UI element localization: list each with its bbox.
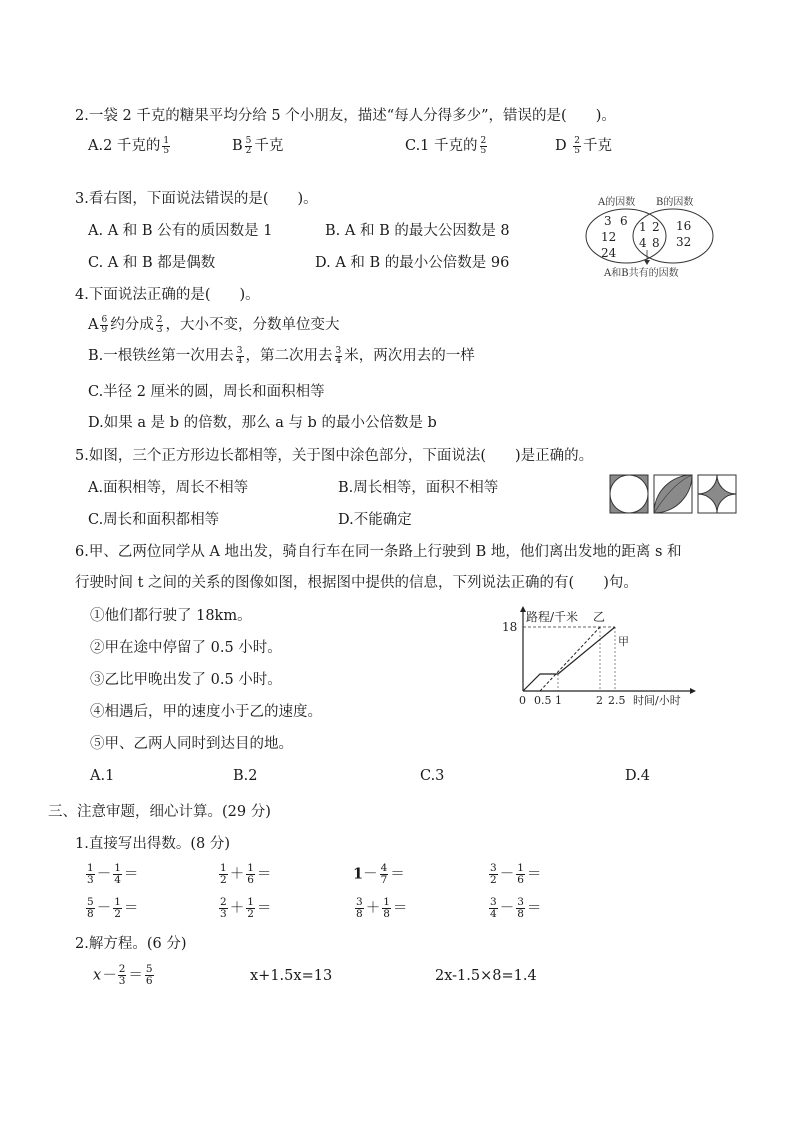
q2-option-c: C.1 千克的 $\frac{2}{5}$ — [405, 135, 487, 156]
x-tick: 0.5 — [534, 694, 552, 707]
section-3-title: 三、注意审题，细心计算。(29 分) — [48, 804, 271, 820]
q6-option-b: B.2 — [233, 768, 258, 784]
q4-option-b: B.一根铁丝第一次用去 $\frac{3}{4}$ ，第二次用去 $\frac{3}{4}$ 米，两次用去的一样 — [88, 345, 475, 366]
q4-stem: 4.下面说法正确的是( )。 — [75, 287, 260, 303]
q5-option-b: B.周长相等，面积不相等 — [338, 480, 499, 496]
venn-a-item: 6 — [620, 214, 628, 228]
x-tick: 1 — [555, 694, 562, 707]
q6-option-c: C.3 — [420, 768, 445, 784]
calc-heading: 1.直接写出得数。(8 分) — [75, 836, 230, 852]
q6-statement-4: ④相遇后，甲的速度小于乙的速度。 — [90, 704, 322, 720]
q2-option-d: D $\frac{2}{5}$ 千克 — [555, 135, 612, 156]
q6-statement-2: ②甲在途中停留了 0.5 小时。 — [90, 640, 282, 656]
q4-option-d: D.如果 a 是 b 的倍数，那么 a 与 b 的最小公倍数是 b — [88, 415, 437, 431]
x-tick: 0 — [519, 694, 526, 707]
q2-option-a: A.2 千克的 $\frac{1}{5}$ — [88, 135, 170, 156]
y-tick-18: 18 — [502, 620, 518, 634]
venn-common-item: 8 — [652, 236, 660, 250]
q6-statement-3: ③乙比甲晚出发了 0.5 小时。 — [90, 672, 282, 688]
q2-stem: 2.一袋 2 千克的糖果平均分给 5 个小朋友，描述“每人分得多少”，错误的是( )。 — [75, 108, 616, 124]
x-axis-label: 时间/小时 — [633, 694, 681, 707]
q5-option-c: C.周长和面积都相等 — [88, 512, 220, 528]
calc-item: $\frac{2}{3}$ ＋ $\frac{1}{2}$ ＝ — [220, 896, 272, 920]
calc-item: $\frac{3}{8}$ ＋ $\frac{1}{8}$ ＝ — [356, 896, 408, 920]
venn-label-common: A和B共有的因数 — [604, 268, 679, 279]
calc-item: $\frac{1}{2}$ ＋ $\frac{1}{6}$ ＝ — [220, 862, 272, 886]
three-squares-figure — [608, 473, 740, 515]
q3-option-d: D. A 和 B 的最小公倍数是 96 — [315, 255, 510, 271]
venn-label-a: A的因数 — [598, 197, 636, 208]
label-yi: 乙 — [593, 610, 606, 624]
venn-label-b: B的因数 — [656, 197, 694, 208]
equation-heading: 2.解方程。(6 分) — [75, 936, 187, 952]
calc-item: $\frac{5}{8}$ － $\frac{1}{2}$ ＝ — [87, 896, 139, 920]
q5-option-a: A.面积相等，周长不相等 — [88, 480, 249, 496]
calc-item: $\frac{1}{3}$ － $\frac{1}{4}$ ＝ — [87, 862, 139, 886]
q3-option-a: A. A 和 B 公有的质因数是 1 — [88, 223, 273, 239]
calc-item: $\frac{3}{2}$ － $\frac{1}{6}$ ＝ — [490, 862, 542, 886]
q5-option-d: D.不能确定 — [338, 512, 412, 528]
square-3 — [698, 475, 736, 513]
q6-stem-line2: 行驶时间 t 之间的关系的图像如图，根据图中提供的信息，下列说法正确的有( )句。 — [75, 575, 638, 591]
distance-time-graph — [500, 604, 700, 709]
venn-a-item: 3 — [604, 214, 612, 228]
x-tick: 2 — [596, 694, 603, 707]
calc-item: 1－ $\frac{4}{7}$ ＝ — [353, 862, 405, 886]
venn-common-item: 4 — [639, 236, 647, 250]
q6-option-d: D.4 — [625, 768, 650, 784]
q3-stem: 3.看右图，下面说法错误的是( )。 — [75, 191, 318, 207]
square-1 — [610, 475, 648, 513]
q4-option-a: A $\frac{6}{9}$ 约分成 $\frac{2}{3}$ ，大小不变，分数单位变大 — [88, 314, 340, 335]
series-jia — [523, 627, 615, 691]
venn-a-item: 12 — [601, 230, 617, 244]
series-yi — [540, 627, 600, 691]
square-2 — [654, 475, 692, 513]
venn-a-item: 24 — [601, 246, 617, 260]
equation-3: 2x-1.5×8=1.4 — [435, 968, 537, 984]
y-axis-label: 路程/千米 — [526, 610, 579, 624]
equation-1: x－ $\frac{2}{3}$ ＝ $\frac{5}{6}$ — [93, 963, 153, 987]
venn-b-item: 32 — [676, 235, 692, 249]
q5-stem: 5.如图，三个正方形边长都相等，关于图中涂色部分，下面说法( )是正确的。 — [75, 448, 594, 464]
venn-b-item: 16 — [676, 219, 692, 233]
q6-option-a: A.1 — [90, 768, 115, 784]
q3-option-b: B. A 和 B 的最大公因数是 8 — [325, 223, 510, 239]
q6-statement-5: ⑤甲、乙两人同时到达目的地。 — [90, 736, 293, 752]
venn-diagram — [580, 192, 720, 280]
venn-common-item: 1 — [639, 220, 647, 234]
q2-option-b: B $\frac{5}{2}$ 千克 — [232, 135, 284, 156]
q3-option-c: C. A 和 B 都是偶数 — [88, 255, 216, 271]
equation-2: x+1.5x=13 — [250, 968, 333, 984]
label-jia: 甲 — [618, 635, 629, 648]
calc-item: $\frac{3}{4}$ － $\frac{3}{8}$ ＝ — [490, 896, 542, 920]
x-tick: 2.5 — [608, 694, 626, 707]
q6-statement-1: ①他们都行驶了 18km。 — [90, 608, 252, 624]
q4-option-c: C.半径 2 厘米的圆，周长和面积相等 — [88, 384, 325, 400]
venn-common-item: 2 — [652, 220, 660, 234]
q6-stem-line1: 6.甲、乙两位同学从 A 地出发，骑自行车在同一条路上行驶到 B 地，他们离出发地的距离 s 和 — [75, 544, 682, 560]
